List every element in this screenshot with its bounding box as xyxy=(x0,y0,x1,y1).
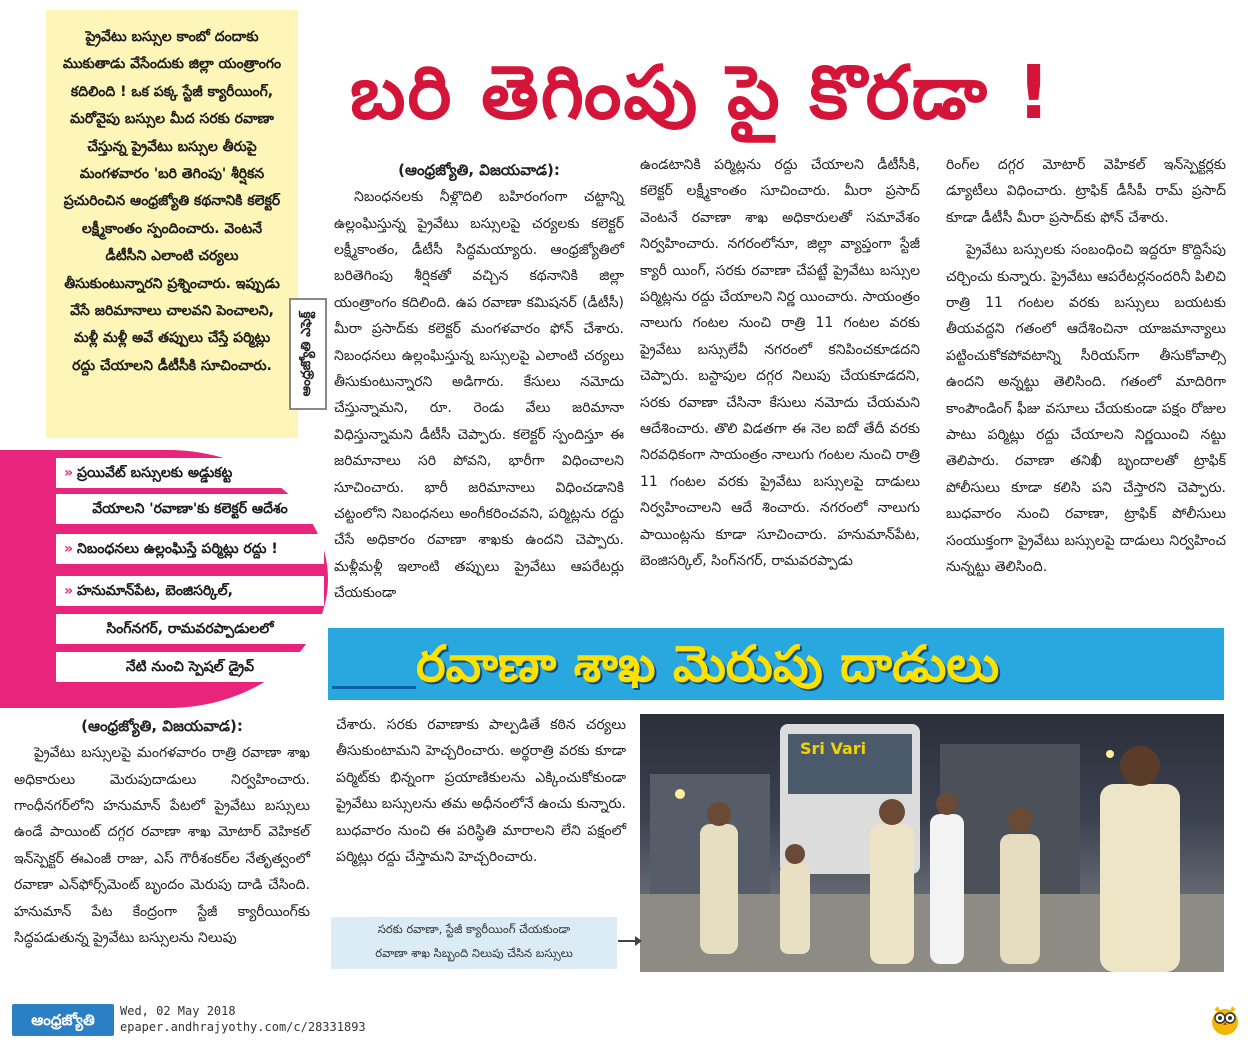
article1-dateline: (ఆంధ్రజ్యోతి, విజయవాడ): xyxy=(398,161,560,179)
subhead-rule xyxy=(332,686,416,689)
highlight-1: » ప్రయివేట్ బస్సులకు అడ్డుకట్ట xyxy=(56,458,324,488)
publication-logo: ఆంధ్రజ్యోతి xyxy=(12,1004,114,1036)
article1-column3 xyxy=(946,152,1226,614)
article1-column2 xyxy=(640,152,920,614)
chevron-right-icon: » xyxy=(64,583,74,599)
article1-col1-text: నిబంధనలకు నీళ్లొదిలి బహిరంగంగా చట్టాన్ని ఉల్లంఘిస్తున్న ప్రైవేటు బస్సులపై చర్యలకు కలెక్టర్ లక్ష్మీకాంతం, డీటీసీ సిద్ధమయ్యారు. ఆంధ్రజ్యోతిలో బరితెగింపు శీర్షికతో వచ్చిన కథనానికి జిల్లా యంత్రాంగం కదిలింది. ఉప రవాణా కమిషనర్ (డీటీసీ) మీరా ప్రసాద్‌కు కలెక్టర్ మంగళవారం ఫోన్ చేశారు. నిబంధనలు ఉల్లంఘిస్తున్న బస్సులపై ఎలాంటి చర్యలు తీసుకుంటున్నారని అడిగారు. కేసులు నమోదు చేస్తున్నామని, రూ. రెండు వేలు జరిమానా విధిస్తున్నామని డీటీసీ చెప్పారు. కలెక్టర్ స్పందిస్తూ ఈ జరిమానాలు సరి పోవని, భారీగా విధించాలని సూచించారు. భారీ జరిమానాలు విధించడానికి చట్టంలోని నిబంధనలు అంగీకరించవని, పర్మిట్లను రద్దు చేసే అధికారం రవాణా శాఖకు ఉందని చెప్పారు. మళ్లీమళ్లీ ఇలాంటి తప్పులు ప్రైవేటు ఆపరేటర్లు చేయకుండా xyxy=(334,189,624,602)
effect-tag xyxy=(289,298,327,410)
article2-col2-text: చేశారు. సరకు రవాణాకు పాల్పడితే కఠిన చర్యలు తీసుకుంటామని హెచ్చరించారు. అర్థరాత్రి వరకు కూడా పర్మిట్‌కు భిన్నంగా ప్రయాణికులను ఎక్కించుకోకుండా ప్రైవేటు బస్సులను తమ అధీనంలోనే ఉంచు కున్నారు. బుధవారం నుంచి ఈ పరిస్థితి మారాలని లేని పక్షంలో పర్మిట్లు రద్దు చేస్తామని హెచ్చరించారు. xyxy=(336,717,626,866)
summary-text: ప్రైవేటు బస్సుల కాంబో దందాకు ముకుతాడు వేసేందుకు జిల్లా యంత్రాంగం కదిలింది ! ఒక పక్క స్టేజీ క్యారీయింగ్, మరోవైపు బస్సుల మీద సరకు రవాణా చేస్తున్న ప్రైవేటు బస్సుల తీరుపై మంగళవారం 'బరి తెగింపు' శీర్షికన ప్రచురించిన ఆంధ్రజ్యోతి కథనానికి కలెక్టర్ లక్ష్మీకాంతం స్పందించారు. వెంటనే డీటీసీని ఎలాంటి చర్యలు తీసుకుంటున్నారని ప్రశ్నించారు. ఇప్పుడు వేసే జరిమానాలు చాలవని పెంచాలని, మళ్లీ మళ్లీ అవే తప్పులు చేస్తే పర్మిట్లు రద్దు చేయాలని డీటీసీకి సూచించారు. xyxy=(62,29,282,374)
highlight-1-cont: వేయాలని 'రవాణా'కు కలెక్టర్ ఆదేశం xyxy=(56,494,324,524)
footer xyxy=(0,996,1248,1042)
article2-column1 xyxy=(14,712,310,996)
main-headline: బరి తెగింపు పై కొరడా ! xyxy=(350,50,1053,136)
caption-line-1: సరకు రవాణా, స్టేజీ క్యారీయింగ్ చేయకుండా xyxy=(377,922,571,936)
caption-line-2: రవాణా శాఖ సిబ్బంది నిలుపు చేసిన బస్సులు xyxy=(375,946,573,960)
article1-column1 xyxy=(334,156,624,616)
highlight-3-cont2: నేటి నుంచి స్పెషల్ డ్రైవ్ xyxy=(56,652,324,682)
article1-col3-text: రింగ్‌ల దగ్గర మోటార్ వెహికల్ ఇన్‌స్పెక్టర్లకు డ్యూటీలు విధించారు. ట్రాఫిక్ డీసీపీ రామ్ ప్రసాద్ కూడా డీటీసీ మీరా ప్రసాద్‌కు ఫోన్ చేశారు. xyxy=(946,157,1226,226)
highlight-2: » నిబంధనలు ఉల్లంఘిస్తే పర్మిట్లు రద్దు ! xyxy=(56,534,324,564)
sub-headline-bar xyxy=(328,628,1224,700)
chevron-right-icon: » xyxy=(64,465,74,481)
caption-arrow-icon xyxy=(618,940,640,942)
news-photo xyxy=(640,714,1224,972)
article1-col2-text: ఉండటానికి పర్మిట్లను రద్దు చేయాలని డీటీసీకి, కలెక్టర్ లక్ష్మీకాంతం సూచించారు. మీరా ప్రసాద్ వెంటనే రవాణా శాఖ అధికారులతో సమావేశం నిర్వహించారు. నగరంలోనూ, జిల్లా వ్యాప్తంగా స్టేజీ క్యారీ యింగ్, సరకు రవాణా చేపట్టే ప్రైవేటు బస్సుల పర్మిట్లను రద్దు చేయాలని నిర్ణ యించారు. సాయంత్రం నాలుగు గంటల నుంచి రాత్రి 11 గంటల వరకు ప్రైవేటు బస్సులేవీ నగరంలో కనిపించకూడదని చెప్పారు. బస్టాపుల దగ్గర నిలుపు చేయకూడదని, సరకు రవాణా చేసినా కేసులు నమోదు చేయమని ఆదేశించారు. తొలి విడతగా ఈ నెల ఐదో తేదీ వరకు నిరవధికంగా సాయంత్రం నాలుగు గంటల నుంచి రాత్రి 11 గంటల వరకు ప్రైవేటు బస్సులపై దాడులు నిర్వహించాలని ఆదే శించారు. నగరంలో నాలుగు పాయింట్లను కూడా సూచించారు. హనుమాన్‌పేట, బెంజిసర్కిల్, సింగ్‌నగర్, రామవరప్పాడు xyxy=(640,157,920,570)
summary-box xyxy=(46,10,298,438)
effect-tag-label: ఆంధ్రజ్యోతి ఎఫెక్ట్ xyxy=(299,311,314,397)
photo-illustration xyxy=(640,714,1224,972)
photo-caption xyxy=(331,917,617,969)
article2-dateline: (ఆంధ్రజ్యోతి, విజయవాడ): xyxy=(81,717,243,735)
highlight-3-cont: సింగ్‌నగర్, రామవరప్పాడులలో xyxy=(56,614,324,644)
bus-label: Sri Vari xyxy=(800,739,867,758)
highlight-3: » హనుమాన్‌పేట, బెంజిసర్కిల్, xyxy=(56,576,324,606)
chevron-right-icon: » xyxy=(64,541,74,557)
edition-date: Wed, 02 May 2018 xyxy=(120,1004,236,1018)
epaper-link[interactable]: epaper.andhrajyothy.com/c/28331893 xyxy=(120,1020,366,1034)
article1-col3b-text: ప్రైవేటు బస్సులకు సంబంధించి ఇద్దరూ కొద్దిసేపు చర్చించు కున్నారు. ప్రైవేటు ఆపరేటర్లనందరినీ పిలిచి రాత్రి 11 గంటల వరకు బస్సులు బయటకు తీయవద్దని గతంలో ఆదేశించినా యాజమాన్యాలు పట్టించుకోకపోవటాన్ని సీరియస్‌గా తీసుకోవాల్సి ఉందని అన్నట్టు తెలిసింది. గతంలో మాదిరిగా కాంపౌండింగ్ ఫీజు వసూలు చేయకుండా పక్షం రోజుల పాటు పర్మిట్లు రద్దు చేయాలని నిర్ణయించి నట్టు తెలిపారు. రవాణా తనిఖీ బృందాలతో ట్రాఫిక్ పోలీసులు కూడా కలిసి పని చేస్తారని చెప్పారు. బుధవారం నుంచి రవాణా, ట్రాఫిక్ పోలీసులు సంయుక్తంగా ప్రైవేటు బస్సులపై దాడులు నిర్వహించ నున్నట్టు తెలిసింది. xyxy=(946,242,1226,576)
sub-headline: రవాణా శాఖ మెరుపు దాడులు xyxy=(416,635,1000,693)
owl-icon xyxy=(1210,1002,1240,1036)
article2-column2 xyxy=(336,712,626,912)
article2-col1-text: ప్రైవేటు బస్సులపై మంగళవారం రాత్రి రవాణా శాఖ అధికారులు మెరుపుదాడులు నిర్వహించారు. గాంధీనగర్‌లోని హనుమాన్ పేటలో ప్రైవేటు బస్సులు ఉండే పాయింట్ దగ్గర రవాణా శాఖ మోటార్ వెహికల్ ఇన్‌స్పెక్టర్ ఈఎంజీ రాజు, ఎస్ గౌరీశంకర్‌ల నేతృత్వంలో రవాణా ఎన్‌ఫోర్స్‌మెంట్ బృందం మెరుపు దాడి చేసింది. హనుమాన్ పేట కేంద్రంగా స్టేజీ క్యారీయింగ్‌కు సిద్ధపడుతున్న ప్రైవేటు బస్సులను నిలుపు xyxy=(14,745,310,946)
